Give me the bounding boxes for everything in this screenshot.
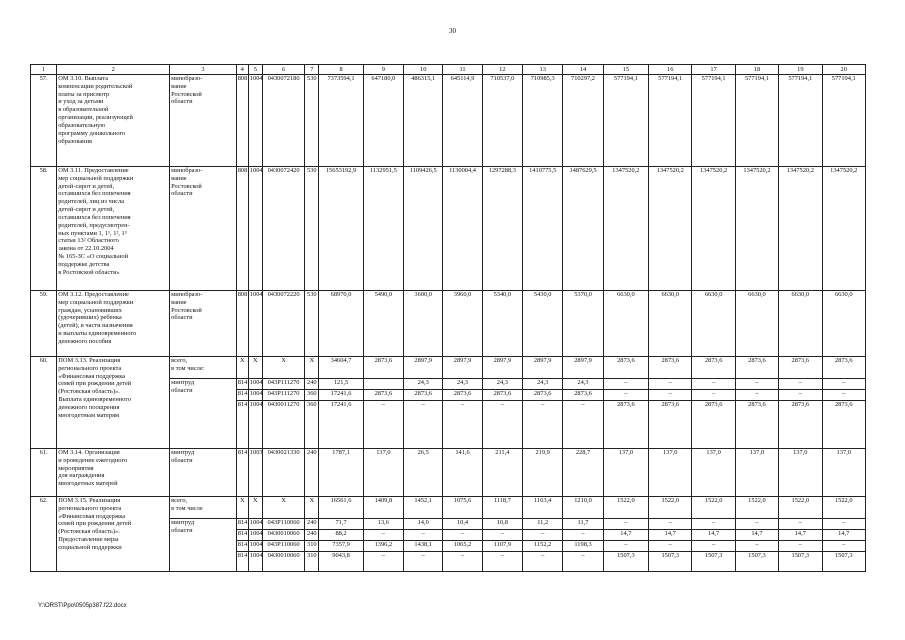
- value-cell: 1004: [248, 530, 262, 541]
- value-cell: –: [363, 552, 403, 572]
- value-cell: –: [603, 541, 648, 552]
- column-number: 19: [779, 65, 822, 75]
- value-cell: 14,7: [692, 530, 735, 541]
- measure-description: ОМ 3.11. Предоставление мер социальной поддержки детей-сирот и детей, оставшихся без попечения родителей, лиц из числа детей-сирот и детей, оставшихся без попечения родителей, предусмотрен- ных пунктами 1, 1¹, 1², 1³ статьи 13² Областного закона от 22.10.2004 № 165-ЗС «О социальной поддержке детства в Ростовской области»: [57, 167, 170, 291]
- value-cell: 0430011270: [262, 401, 304, 449]
- value-cell: 1210,0: [563, 497, 603, 519]
- value-cell: 1507,3: [822, 552, 866, 572]
- value-cell: 1522,0: [692, 497, 735, 519]
- value-cell: 814: [236, 379, 248, 390]
- value-cell: X: [305, 357, 319, 379]
- value-cell: 1522,0: [779, 497, 822, 519]
- value-cell: 2897,9: [443, 357, 482, 379]
- value-cell: 1163,4: [523, 497, 563, 519]
- value-cell: 240: [305, 379, 319, 390]
- value-cell: 577194,1: [779, 75, 822, 167]
- value-cell: 1004: [248, 390, 262, 401]
- budget-table: [30, 64, 866, 572]
- value-cell: 2873,6: [822, 401, 866, 449]
- measure-description: ПОМ 3.13. Реализация регионального проекта «Финансовая поддержка семей при рождении детей (Ростовская область)». Выплата единовременного денежного поощрения многодетным матерям: [57, 357, 170, 449]
- value-cell: 141,6: [443, 449, 482, 497]
- value-cell: 17241,6: [319, 401, 363, 449]
- value-cell: 1347520,2: [603, 167, 648, 291]
- value-cell: 814: [236, 449, 248, 497]
- value-cell: 577194,1: [692, 75, 735, 167]
- table-row: [31, 497, 866, 519]
- value-cell: 7357,9: [319, 541, 363, 552]
- value-cell: 2897,9: [563, 357, 603, 379]
- value-cell: 6630,0: [822, 291, 866, 357]
- executor-cell: минобразо- вание Ростовской области: [170, 167, 237, 291]
- value-cell: 1004: [248, 541, 262, 552]
- row-number: 61.: [31, 449, 57, 497]
- value-cell: 1004: [248, 519, 262, 530]
- value-cell: 0430010060: [262, 530, 304, 541]
- value-cell: 137,0: [363, 449, 403, 497]
- executor-cell: всего, в том числе: [170, 497, 237, 519]
- value-cell: –: [649, 541, 692, 552]
- value-cell: 71,7: [319, 519, 363, 530]
- row-number: 59.: [31, 291, 57, 357]
- value-cell: 814: [236, 541, 248, 552]
- value-cell: 137,0: [735, 449, 778, 497]
- value-cell: 645114,9: [443, 75, 482, 167]
- value-cell: 1075,6: [443, 497, 482, 519]
- value-cell: 34604,7: [319, 357, 363, 379]
- value-cell: –: [735, 541, 778, 552]
- table-row: [31, 357, 866, 379]
- value-cell: 24,3: [404, 379, 443, 390]
- column-number: 4: [236, 65, 248, 75]
- executor-cell: минобразо- вание Ростовской области: [170, 291, 237, 357]
- value-cell: 2873,6: [779, 401, 822, 449]
- value-cell: 1004: [248, 379, 262, 390]
- value-cell: 0430072420: [262, 167, 304, 291]
- value-cell: 2897,9: [404, 357, 443, 379]
- value-cell: 710537,0: [482, 75, 522, 167]
- page-number: 30: [449, 27, 456, 35]
- value-cell: 1198,3: [563, 541, 603, 552]
- column-number: 20: [822, 65, 866, 75]
- value-cell: 1507,3: [649, 552, 692, 572]
- value-cell: 24,3: [443, 379, 482, 390]
- value-cell: 137,0: [603, 449, 648, 497]
- value-cell: 10,4: [443, 519, 482, 530]
- value-cell: 530: [305, 75, 319, 167]
- value-cell: 13,6: [363, 519, 403, 530]
- value-cell: 0430072180: [262, 75, 304, 167]
- value-cell: –: [404, 552, 443, 572]
- value-cell: 0430072220: [262, 291, 304, 357]
- value-cell: 1347520,2: [779, 167, 822, 291]
- value-cell: –: [443, 552, 482, 572]
- value-cell: 1152,2: [523, 541, 563, 552]
- value-cell: 2897,9: [523, 357, 563, 379]
- column-number: 2: [57, 65, 170, 75]
- value-cell: 577194,1: [603, 75, 648, 167]
- measure-description: ОМ 3.12. Предоставление мер социальной поддержки граждан, усыновивших (удочеривших) ребенка (детей), в части назначения и выплаты единовременного денежного пособия: [57, 291, 170, 357]
- value-cell: –: [482, 401, 522, 449]
- value-cell: –: [563, 401, 603, 449]
- value-cell: –: [735, 519, 778, 530]
- value-cell: 1507,3: [779, 552, 822, 572]
- value-cell: 1004: [248, 552, 262, 572]
- executor-cell: минтруд области: [170, 449, 237, 497]
- value-cell: 24,3: [563, 379, 603, 390]
- value-cell: 1004: [248, 167, 262, 291]
- column-number: 11: [443, 65, 482, 75]
- value-cell: 710985,3: [523, 75, 563, 167]
- value-cell: –: [692, 379, 735, 390]
- value-cell: 137,0: [649, 449, 692, 497]
- value-cell: 1507,3: [735, 552, 778, 572]
- value-cell: 14,7: [649, 530, 692, 541]
- value-cell: 1347520,2: [692, 167, 735, 291]
- value-cell: 2873,6: [692, 401, 735, 449]
- header-row: [31, 65, 866, 75]
- value-cell: 2873,6: [603, 401, 648, 449]
- value-cell: X: [248, 497, 262, 519]
- value-cell: 2897,9: [482, 357, 522, 379]
- row-number: 57.: [31, 75, 57, 167]
- value-cell: X: [248, 357, 262, 379]
- value-cell: 6630,0: [779, 291, 822, 357]
- value-cell: 360: [305, 390, 319, 401]
- value-cell: –: [779, 541, 822, 552]
- value-cell: 1507,3: [603, 552, 648, 572]
- table-row: [31, 449, 866, 497]
- value-cell: 577194,1: [822, 75, 866, 167]
- value-cell: –: [779, 519, 822, 530]
- column-number: 15: [603, 65, 648, 75]
- value-cell: 360: [305, 401, 319, 449]
- value-cell: 14,7: [779, 530, 822, 541]
- value-cell: [363, 379, 403, 390]
- value-cell: 1522,0: [649, 497, 692, 519]
- column-number: 1: [31, 65, 57, 75]
- value-cell: 11,7: [563, 519, 603, 530]
- value-cell: 5340,0: [482, 291, 522, 357]
- value-cell: –: [822, 519, 866, 530]
- executor-cell: минтруд области: [170, 379, 237, 449]
- value-cell: –: [692, 390, 735, 401]
- measure-description: ОМ 3.14. Организация и проведение ежегодного мероприятия для награждения многодетных матерей: [57, 449, 170, 497]
- value-cell: 310: [305, 552, 319, 572]
- value-cell: 1487629,5: [563, 167, 603, 291]
- value-cell: 211,4: [482, 449, 522, 497]
- file-path-footer: Y:\ORST\Ppo\0505p387.f22.docx: [38, 603, 127, 609]
- value-cell: 808: [236, 167, 248, 291]
- value-cell: 814: [236, 530, 248, 541]
- value-cell: 9043,8: [319, 552, 363, 572]
- value-cell: 2873,6: [363, 390, 403, 401]
- value-cell: 310: [305, 541, 319, 552]
- table-row: [31, 167, 866, 291]
- value-cell: 2873,6: [735, 357, 778, 379]
- value-cell: 6630,0: [649, 291, 692, 357]
- measure-description: ОМ 3.10. Выплата компенсации родительской платы за присмотр и уход за детьми в образовательной организации, реализующей образовательную программу дошкольного образования: [57, 75, 170, 167]
- value-cell: –: [603, 390, 648, 401]
- value-cell: 24,3: [482, 379, 522, 390]
- table-row: [31, 291, 866, 357]
- value-cell: 240: [305, 530, 319, 541]
- value-cell: –: [603, 379, 648, 390]
- value-cell: 2873,6: [482, 390, 522, 401]
- column-number: 14: [563, 65, 603, 75]
- value-cell: 710297,2: [563, 75, 603, 167]
- value-cell: –: [649, 379, 692, 390]
- value-cell: –: [822, 379, 866, 390]
- value-cell: –: [822, 390, 866, 401]
- value-cell: –: [363, 530, 403, 541]
- value-cell: 2873,6: [363, 357, 403, 379]
- value-cell: 2873,6: [443, 390, 482, 401]
- value-cell: 1004: [248, 401, 262, 449]
- row-number: 58.: [31, 167, 57, 291]
- row-number: 62.: [31, 497, 57, 572]
- value-cell: 1507,3: [692, 552, 735, 572]
- value-cell: 0430021330: [262, 449, 304, 497]
- value-cell: –: [822, 541, 866, 552]
- value-cell: 228,7: [563, 449, 603, 497]
- value-cell: –: [735, 390, 778, 401]
- value-cell: 814: [236, 552, 248, 572]
- value-cell: 1118,7: [482, 497, 522, 519]
- value-cell: 121,5: [319, 379, 363, 390]
- value-cell: –: [482, 530, 522, 541]
- value-cell: 1452,1: [404, 497, 443, 519]
- column-number: 9: [363, 65, 403, 75]
- value-cell: –: [563, 530, 603, 541]
- value-cell: 10,8: [482, 519, 522, 530]
- value-cell: 88,2: [319, 530, 363, 541]
- value-cell: 530: [305, 167, 319, 291]
- value-cell: 1522,0: [735, 497, 778, 519]
- value-cell: 7373594,1: [319, 75, 363, 167]
- value-cell: 137,0: [779, 449, 822, 497]
- value-cell: X: [236, 497, 248, 519]
- value-cell: 137,0: [692, 449, 735, 497]
- value-cell: 043P111270: [262, 379, 304, 390]
- value-cell: –: [649, 519, 692, 530]
- value-cell: –: [692, 541, 735, 552]
- value-cell: 137,0: [822, 449, 866, 497]
- column-number: 18: [735, 65, 778, 75]
- measure-description: ПОМ 3.15. Реализация регионального проекта «Финансовая поддержка семей при рождении детей (Ростовская область)». Предоставление меры социальной поддержки: [57, 497, 170, 572]
- value-cell: 5430,0: [523, 291, 563, 357]
- value-cell: –: [404, 401, 443, 449]
- value-cell: 6630,0: [692, 291, 735, 357]
- value-cell: 5490,0: [363, 291, 403, 357]
- value-cell: 14,7: [735, 530, 778, 541]
- executor-cell: минобразо- вание Ростовской области: [170, 75, 237, 167]
- column-number: 3: [170, 65, 237, 75]
- value-cell: 240: [305, 449, 319, 497]
- value-cell: 1438,1: [404, 541, 443, 552]
- value-cell: 1004: [248, 291, 262, 357]
- value-cell: 814: [236, 390, 248, 401]
- column-number: 10: [404, 65, 443, 75]
- value-cell: 1065,2: [443, 541, 482, 552]
- value-cell: 043P110060: [262, 519, 304, 530]
- value-cell: 530: [305, 291, 319, 357]
- value-cell: 486315,1: [404, 75, 443, 167]
- value-cell: 577194,1: [649, 75, 692, 167]
- value-cell: 1107,9: [482, 541, 522, 552]
- column-number: 17: [692, 65, 735, 75]
- value-cell: –: [482, 552, 522, 572]
- value-cell: 14,7: [822, 530, 866, 541]
- value-cell: 0430010060: [262, 552, 304, 572]
- table-row: [31, 75, 866, 167]
- value-cell: 5370,0: [563, 291, 603, 357]
- value-cell: 1003: [248, 449, 262, 497]
- value-cell: 814: [236, 401, 248, 449]
- column-number: 13: [523, 65, 563, 75]
- value-cell: 24,3: [523, 379, 563, 390]
- value-cell: 14,7: [603, 530, 648, 541]
- value-cell: 808: [236, 291, 248, 357]
- column-number: 5: [248, 65, 262, 75]
- value-cell: 3600,0: [404, 291, 443, 357]
- value-cell: 2873,6: [692, 357, 735, 379]
- value-cell: –: [649, 390, 692, 401]
- value-cell: 2873,6: [404, 390, 443, 401]
- value-cell: 1130004,4: [443, 167, 482, 291]
- value-cell: 11,2: [523, 519, 563, 530]
- value-cell: –: [404, 530, 443, 541]
- value-cell: 2873,6: [649, 357, 692, 379]
- value-cell: –: [363, 401, 403, 449]
- column-number: 7: [305, 65, 319, 75]
- value-cell: 1004: [248, 75, 262, 167]
- column-number: 12: [482, 65, 522, 75]
- value-cell: 1347520,2: [822, 167, 866, 291]
- value-cell: 2873,6: [735, 401, 778, 449]
- column-number: 8: [319, 65, 363, 75]
- value-cell: 6630,0: [603, 291, 648, 357]
- value-cell: 1396,2: [363, 541, 403, 552]
- value-cell: 1347520,2: [649, 167, 692, 291]
- value-cell: 219,9: [523, 449, 563, 497]
- value-cell: 16561,6: [319, 497, 363, 519]
- value-cell: 6630,0: [735, 291, 778, 357]
- executor-cell: всего, в том числе:: [170, 357, 237, 379]
- value-cell: 577194,1: [735, 75, 778, 167]
- value-cell: 814: [236, 519, 248, 530]
- value-cell: 1109426,5: [404, 167, 443, 291]
- value-cell: 1347520,2: [735, 167, 778, 291]
- value-cell: 2873,6: [523, 390, 563, 401]
- value-cell: 17241,6: [319, 390, 363, 401]
- value-cell: 2873,6: [779, 357, 822, 379]
- value-cell: X: [262, 497, 304, 519]
- value-cell: 1787,1: [319, 449, 363, 497]
- value-cell: 1132951,5: [363, 167, 403, 291]
- value-cell: 1522,0: [603, 497, 648, 519]
- value-cell: –: [523, 552, 563, 572]
- value-cell: –: [523, 401, 563, 449]
- column-number: 6: [262, 65, 304, 75]
- value-cell: 1297288,3: [482, 167, 522, 291]
- value-cell: –: [603, 519, 648, 530]
- value-cell: 043P110060: [262, 541, 304, 552]
- value-cell: –: [779, 379, 822, 390]
- value-cell: 1522,0: [822, 497, 866, 519]
- value-cell: 647180,0: [363, 75, 403, 167]
- column-number: 16: [649, 65, 692, 75]
- value-cell: 14,0: [404, 519, 443, 530]
- value-cell: X: [305, 497, 319, 519]
- value-cell: X: [262, 357, 304, 379]
- value-cell: –: [735, 379, 778, 390]
- value-cell: 1409,8: [363, 497, 403, 519]
- value-cell: 2873,6: [563, 390, 603, 401]
- value-cell: 26,5: [404, 449, 443, 497]
- value-cell: –: [523, 530, 563, 541]
- value-cell: 2873,6: [603, 357, 648, 379]
- value-cell: X: [236, 357, 248, 379]
- value-cell: 15653192,9: [319, 167, 363, 291]
- value-cell: –: [779, 390, 822, 401]
- value-cell: 2873,6: [649, 401, 692, 449]
- value-cell: 043P111270: [262, 390, 304, 401]
- value-cell: 2873,6: [822, 357, 866, 379]
- value-cell: –: [443, 530, 482, 541]
- value-cell: 68970,0: [319, 291, 363, 357]
- value-cell: 240: [305, 519, 319, 530]
- value-cell: 3960,0: [443, 291, 482, 357]
- executor-cell: минтруд области: [170, 519, 237, 572]
- value-cell: 808: [236, 75, 248, 167]
- value-cell: 1410775,5: [523, 167, 563, 291]
- value-cell: –: [563, 552, 603, 572]
- value-cell: –: [443, 401, 482, 449]
- value-cell: –: [692, 519, 735, 530]
- row-number: 60.: [31, 357, 57, 449]
